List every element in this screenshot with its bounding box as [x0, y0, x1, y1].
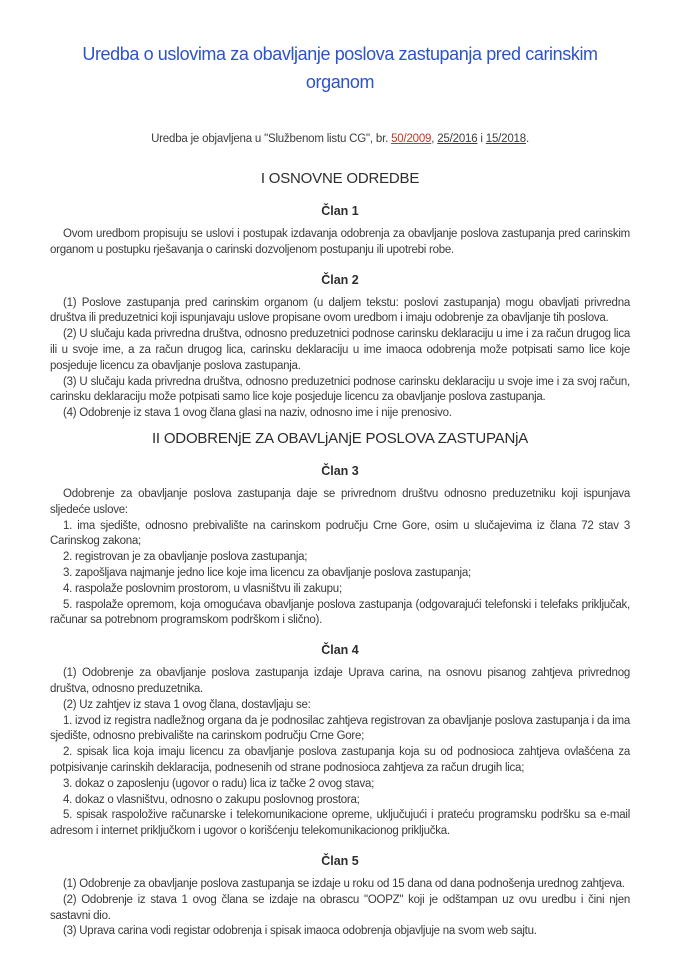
- article-paragraph: (3) Uprava carina vodi registar odobrenja i spisak imaoca odobrenja objavljuje na svom web sajtu.: [63, 925, 537, 938]
- article-paragraph: 5. spisak raspoložive računarske i telekomunikacione opreme, uključujući i prateću programsku podršku sa e-mail adresom i internet priključkom i ugovor o korišćenju telekomunikacionog priključka.: [50, 809, 630, 838]
- article-paragraph: 3. zapošljava najmanje jedno lice koje ima licencu za obavljanje poslova zastupanja;: [63, 566, 471, 579]
- publication-note: [50, 132, 630, 146]
- article-paragraph: 3. dokaz o zaposlenju (ugovor o radu) lica iz tačke 2 ovog stava;: [63, 777, 375, 790]
- document-title: Uredba o uslovima za obavljanje poslova zastupanja pred carinskim organom: [82, 44, 598, 92]
- article-paragraph: (1) Poslove zastupanja pred carinskim organom (u daljem tekstu: poslovi zastupanja) mogu obavljati privredna društva ili preduzetnici koji ispunjavaju uslove propisane ovom uredbom i imaju odobrenje za obavljanje tih poslova.: [50, 296, 630, 325]
- article-paragraph: Ovom uredbom propisuju se uslovi i postupak izdavanja odobrenja za obavljanje poslova zastupanja pred carinskim organom u postupku rješavanja o carinski dozvoljenom postupanju ili upotrebi robe.: [50, 228, 630, 256]
- publication-suffix: .: [525, 133, 529, 145]
- article-paragraph: 4. raspolaže poslovnim prostorom, u vlasništvu ili zakupu;: [63, 582, 342, 595]
- article-paragraph: 4. dokaz o vlasništvu, odnosno o zakupu poslovnog prostora;: [63, 793, 360, 806]
- section-heading-osnovne-odredbe: I OSNOVNE ODREDBE: [260, 170, 420, 187]
- document-body: [50, 170, 630, 940]
- gazette-link-25-2016[interactable]: 25/2016: [437, 133, 478, 145]
- article-paragraph: (2) U slučaju kada privredna društva, odnosno preduzetnici podnose carinsku deklaraciju u ime i za račun drugog lica ili u svoje ime, a za račun drugog lica, carinsku deklaraciju u ime imaoca odobrenja može potpisati samo lice koje posjeduje licencu za obavljanje poslova zastupanja.: [50, 328, 630, 372]
- article-title-clan-2: Član 2: [321, 272, 359, 287]
- article-title-clan-5: Član 5: [321, 853, 359, 868]
- gazette-link-15-2018[interactable]: 15/2018: [485, 133, 526, 145]
- article-paragraph: (2) Odobrenje iz stava 1 ovog člana se izdaje na obrascu "OOPZ" koji je odštampan uz ovu uredbu i čini njen sastavni dio.: [50, 893, 630, 922]
- article-title-clan-3: Član 3: [321, 463, 359, 478]
- article-paragraph: 1. izvod iz registra nadležnog organa da je podnosilac zahtjeva registrovan za obavljanje poslova zastupanja i da ima sjedište, odnosno prebivalište na carinskom području Crne Gore;: [50, 714, 630, 743]
- article-paragraph: (1) Odobrenje za obavljanje poslova zastupanja izdaje Uprava carina, na osnovu pisanog zahtjeva privrednog društva, odnosno preduzetnika.: [50, 667, 630, 695]
- article-paragraph: (1) Odobrenje za obavljanje poslova zastupanja se izdaje u roku od 15 dana od dana podnošenja urednog zahtjeva.: [63, 877, 625, 890]
- article-paragraph: 5. raspolaže opremom, koja omogućava obavljanje poslova zastupanja (odgovarajući telefonski i telefaks priključak, računar sa potrebnom programskom podrškom i slično).: [50, 598, 630, 627]
- section-heading-odobrenje-za-obavljanje: II ODOBRENjE ZA OBAVLjANjE POSLOVA ZASTUPANjA: [151, 429, 529, 447]
- article-paragraph: 2. registrovan je za obavljanje poslova zastupanja;: [63, 551, 308, 564]
- article-paragraph: Odobrenje za obavljanje poslova zastupanja daje se privrednom društvu odnosno preduzetniku koji ispunjava sljedeće uslove:: [50, 487, 630, 516]
- article-paragraph: (2) Uz zahtjev iz stava 1 ovog člana, dostavljaju se:: [63, 698, 311, 711]
- article-paragraph: 1. ima sjedište, odnosno prebivalište na carinskom području Crne Gore, osim u slučajevima iz člana 72 stav 3 Carinskog zakona;: [50, 519, 630, 548]
- gazette-link-50-2009[interactable]: 50/2009: [391, 133, 432, 145]
- article-paragraph: 2. spisak lica koja imaju licencu za obavljanje poslova zastupanja koja su od podnosioca zahtjeva ovlašćena za potpisivanje carinskih deklaracija, podnesenih od strane podnosioca zahtjeva za račun drugih lica;: [50, 746, 630, 774]
- publication-separator-2: i: [477, 133, 486, 145]
- article-paragraph: (3) U slučaju kada privredna društva, odnosno preduzetnici podnose carinsku deklaraciju u svoje ime i za svoj račun, carinsku deklaraciju može potpisati samo lice koje posjeduje licencu za obavljanje poslova zastupanja.: [50, 375, 630, 404]
- publication-prefix: Uredba je objavljena u "Službenom listu CG", br.: [151, 133, 392, 145]
- article-title-clan-4: Član 4: [321, 643, 359, 658]
- article-title-clan-1: Član 1: [321, 204, 359, 218]
- publication-separator-1: ,: [431, 133, 438, 145]
- article-paragraph: (4) Odobrenje iz stava 1 ovog člana glasi na naziv, odnosno ime i nije prenosivo.: [63, 407, 452, 420]
